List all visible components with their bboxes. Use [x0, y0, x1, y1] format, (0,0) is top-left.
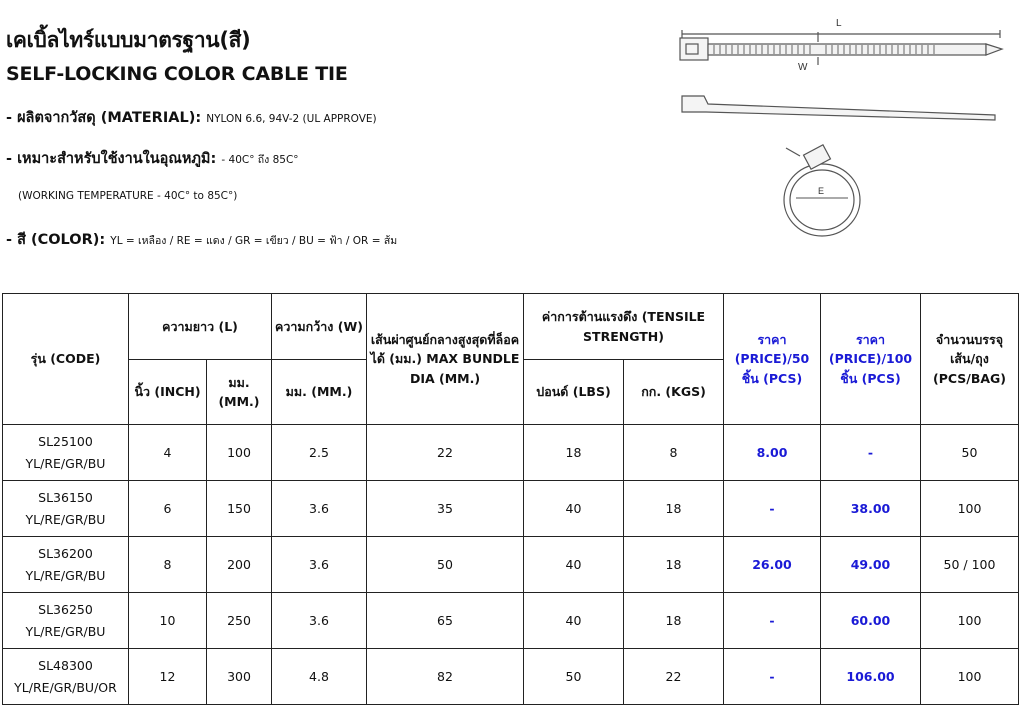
product-colors: YL/RE/GR/BU	[25, 455, 106, 471]
cable-tie-spec-table	[2, 293, 1019, 705]
spec-material	[6, 106, 377, 129]
cell-width-mm: 3.6	[272, 593, 367, 649]
product-colors: YL/RE/GR/BU/OR	[14, 679, 117, 695]
cell-tensile-lbs: 18	[524, 425, 624, 481]
header-length-mm: มม. (MM.)	[207, 360, 272, 425]
cell-code	[3, 425, 129, 481]
cell-bundle-dia: 82	[367, 649, 524, 705]
cell-price-50: -	[724, 649, 821, 705]
diagram-label-e: E	[818, 186, 825, 196]
cell-length-inch: 12	[129, 649, 207, 705]
header-tensile: ค่าการต้านแรงดึง (TENSILE STRENGTH)	[524, 294, 724, 360]
diagram-label-l: L	[836, 18, 842, 29]
cell-length-inch: 4	[129, 425, 207, 481]
header-width: ความกว้าง (W)	[272, 294, 367, 360]
cell-length-mm: 100	[207, 425, 272, 481]
header-code: รุ่น (CODE)	[3, 294, 129, 425]
cell-tensile-kgs: 18	[624, 481, 724, 537]
cell-tensile-lbs: 40	[524, 593, 624, 649]
cell-code	[3, 649, 129, 705]
cell-bundle-dia: 22	[367, 425, 524, 481]
cell-code	[3, 593, 129, 649]
product-colors: YL/RE/GR/BU	[25, 623, 106, 639]
cable-tie-top-view	[680, 30, 1002, 65]
cell-price-100: 38.00	[821, 481, 921, 537]
header-tensile-kgs: กก. (KGS)	[624, 360, 724, 425]
cell-bundle-dia: 35	[367, 481, 524, 537]
cell-tensile-kgs: 18	[624, 537, 724, 593]
header-length-inch: นิ้ว (INCH)	[129, 360, 207, 425]
cell-length-inch: 10	[129, 593, 207, 649]
cell-price-100: -	[821, 425, 921, 481]
diagram-label-w: W	[798, 62, 808, 73]
cell-price-100: 60.00	[821, 593, 921, 649]
spec-material-label: - ผลิตจากวัสดุ (MATERIAL):	[6, 110, 202, 126]
cell-tensile-kgs: 18	[624, 593, 724, 649]
header-bundle-dia: เส้นผ่าศูนย์กลางสูงสุดที่ล็อคได้ (มม.) MAX BUNDLE DIA (MM.)	[367, 294, 524, 425]
header-price-50: ราคา (PRICE)/50 ชิ้น (PCS)	[724, 294, 821, 425]
table-row	[3, 425, 1019, 481]
spec-color-label: - สี (COLOR):	[6, 232, 106, 248]
cell-length-inch: 6	[129, 481, 207, 537]
cell-width-mm: 3.6	[272, 481, 367, 537]
table-header-row	[3, 294, 1019, 360]
cell-pack: 100	[921, 593, 1019, 649]
spec-temperature-label: - เหมาะสำหรับใช้งานในอุณหภูมิ:	[6, 151, 217, 167]
cell-pack: 100	[921, 649, 1019, 705]
page-title-thai: เคเบิ้ลไทร์แบบมาตรฐาน(สี)	[6, 28, 251, 52]
cell-pack: 50	[921, 425, 1019, 481]
cell-code	[3, 537, 129, 593]
cell-price-100: 106.00	[821, 649, 921, 705]
cell-price-50: 8.00	[724, 425, 821, 481]
cell-price-50: -	[724, 593, 821, 649]
cell-tensile-lbs: 50	[524, 649, 624, 705]
cell-pack: 50 / 100	[921, 537, 1019, 593]
product-code: SL25100	[38, 433, 93, 449]
product-colors: YL/RE/GR/BU	[25, 511, 106, 527]
product-code: SL36200	[38, 545, 93, 561]
header-tensile-lbs: ปอนด์ (LBS)	[524, 360, 624, 425]
table-row	[3, 593, 1019, 649]
spec-temperature-note: (WORKING TEMPERATURE - 40C° to 85C°)	[18, 190, 238, 202]
cell-tensile-kgs: 22	[624, 649, 724, 705]
cable-tie-side-view	[682, 96, 995, 120]
cell-width-mm: 3.6	[272, 537, 367, 593]
table-row	[3, 537, 1019, 593]
header-price-100: ราคา (PRICE)/100 ชิ้น (PCS)	[821, 294, 921, 425]
cell-price-50: 26.00	[724, 537, 821, 593]
spec-temperature	[6, 147, 299, 170]
table-row	[3, 649, 1019, 705]
cell-price-50: -	[724, 481, 821, 537]
product-code: SL36250	[38, 601, 93, 617]
cell-price-100: 49.00	[821, 537, 921, 593]
product-code: SL36150	[38, 489, 93, 505]
header-pack: จำนวนบรรจุ เส้น/ถุง (PCS/BAG)	[921, 294, 1019, 425]
spec-color-value: YL = เหลือง / RE = แดง / GR = เขียว / BU = ฟ้า / OR = ส้ม	[110, 235, 398, 247]
cell-width-mm: 4.8	[272, 649, 367, 705]
cell-pack: 100	[921, 481, 1019, 537]
cell-tensile-lbs: 40	[524, 537, 624, 593]
cell-length-mm: 250	[207, 593, 272, 649]
table-row	[3, 481, 1019, 537]
page-title-english: SELF-LOCKING COLOR CABLE TIE	[6, 63, 348, 85]
cell-code	[3, 481, 129, 537]
spec-color	[6, 228, 397, 251]
product-colors: YL/RE/GR/BU	[25, 567, 106, 583]
cell-length-inch: 8	[129, 537, 207, 593]
header-length: ความยาว (L)	[129, 294, 272, 360]
cell-width-mm: 2.5	[272, 425, 367, 481]
cell-tensile-lbs: 40	[524, 481, 624, 537]
cell-length-mm: 300	[207, 649, 272, 705]
cell-length-mm: 150	[207, 481, 272, 537]
header-width-mm: มม. (MM.)	[272, 360, 367, 425]
product-code: SL48300	[38, 657, 93, 673]
cell-bundle-dia: 50	[367, 537, 524, 593]
spec-temperature-value: - 40C° ถึง 85C°	[221, 154, 299, 166]
spec-material-value: NYLON 6.6, 94V-2 (UL APPROVE)	[206, 113, 377, 125]
cell-bundle-dia: 65	[367, 593, 524, 649]
cable-tie-diagram	[670, 8, 1010, 248]
cell-length-mm: 200	[207, 537, 272, 593]
cell-tensile-kgs: 8	[624, 425, 724, 481]
